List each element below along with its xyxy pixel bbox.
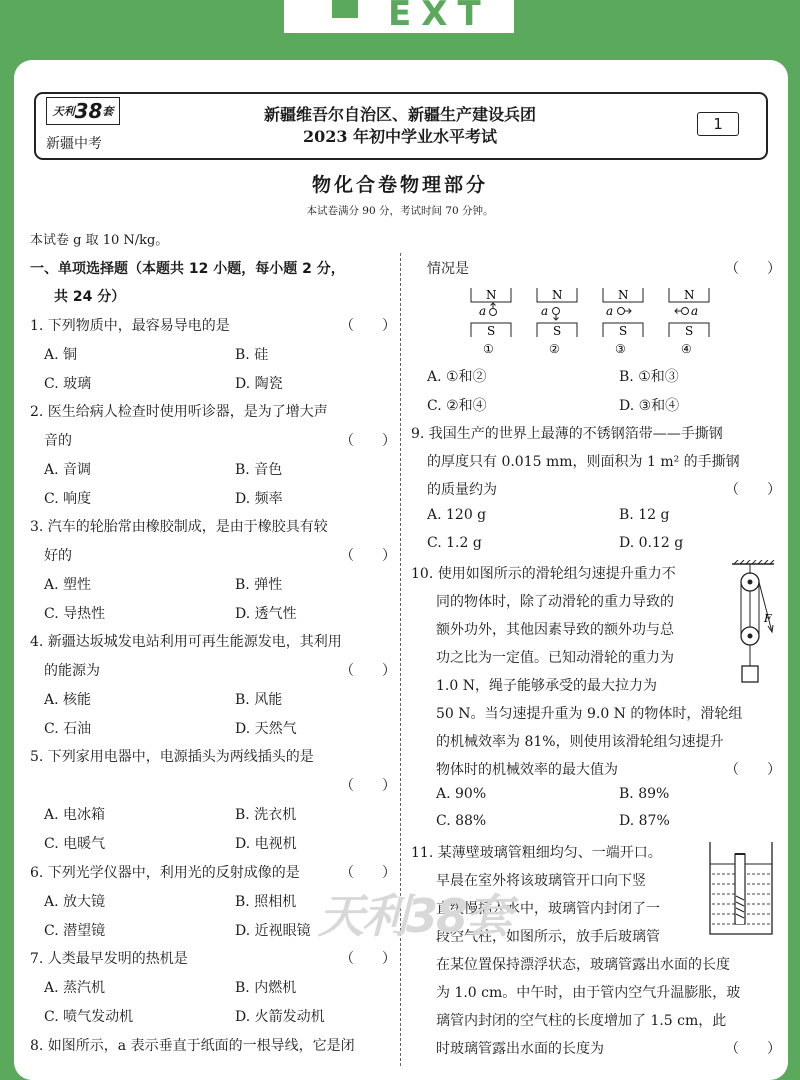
q10-line-2: 同的物体时，除了动滑轮的重力导致的	[436, 594, 674, 610]
q7-stem: 7. 人类最早发明的热机是	[30, 951, 188, 967]
q10-option-a: A. 90%	[436, 786, 487, 802]
q11-line-1: 11. 某薄壁玻璃管粗细均匀、一端开口。	[411, 845, 662, 861]
svg-text:S: S	[619, 324, 628, 338]
q4-stem-cont: 的能源为	[44, 663, 100, 679]
q11-line-2: 早晨在室外将该玻璃管开口向下竖	[436, 873, 646, 889]
q11-line-8: 时玻璃管露出水面的长度为	[436, 1041, 604, 1057]
q10-option-c: C. 88%	[436, 813, 487, 829]
q7-option-c: C. 喷气发动机	[44, 1009, 134, 1025]
banner-block	[332, 0, 358, 18]
q10-line-6: 50 N。当匀速提升重为 9.0 N 的物体时，滑轮组	[436, 706, 743, 722]
q9-option-d: D. 0.12 g	[619, 535, 684, 551]
magnet-pair-3	[603, 288, 643, 356]
q2-stem-cont: 音的	[44, 433, 72, 449]
answer-bracket: （ ）	[340, 865, 396, 881]
svg-text:S: S	[487, 324, 496, 338]
q6-option-a: A. 放大镜	[44, 894, 106, 910]
q5-option-a: A. 电冰箱	[44, 807, 106, 823]
answer-bracket: （ ）	[725, 762, 781, 778]
q11-line-5: 在某位置保持漂浮状态，玻璃管露出水面的长度	[436, 957, 730, 973]
q11-line-6: 为 1.0 cm。中午时，由于管内空气升温膨胀，玻	[436, 985, 741, 1001]
q11-line-3: 直缓慢插入水中，玻璃管内封闭了一	[436, 901, 660, 917]
q10-line-7: 的机械效率为 81%，则使用该滑轮组匀速提升	[436, 734, 724, 750]
answer-bracket: （ ）	[340, 951, 396, 967]
q5-option-d: D. 电视机	[235, 836, 297, 852]
q10-option-b: B. 89%	[619, 786, 670, 802]
svg-text:S: S	[553, 324, 562, 338]
q4-stem: 4. 新疆达坂城发电站利用可再生能源发电，其利用	[30, 634, 342, 650]
q7-option-a: A. 蒸汽机	[44, 980, 106, 996]
magnet-pair-1	[471, 288, 511, 356]
q10-line-3: 额外功外，其他因素导致的额外功与总	[436, 622, 674, 638]
q9-stem-cont2: 的质量约为	[427, 482, 497, 498]
answer-bracket: （ ）	[340, 663, 396, 679]
q6-stem: 6. 下列光学仪器中，利用光的反射成像的是	[30, 865, 300, 881]
svg-text:①: ①	[483, 342, 494, 356]
svg-text:a: a	[606, 304, 614, 318]
q8-stem-cont: 情况是	[427, 261, 469, 277]
svg-text:a: a	[541, 304, 549, 318]
q10-line-4: 功之比为一定值。已知动滑轮的重力为	[436, 650, 674, 666]
q1-stem: 1. 下列物质中，最容易导电的是	[30, 318, 230, 334]
q4-option-c: C. 石油	[44, 721, 92, 737]
q2-option-b: B. 音色	[235, 462, 283, 478]
q8-option-a: A. ①和②	[427, 369, 487, 385]
q5-stem: 5. 下列家用电器中，电源插头为两线插头的是	[30, 749, 314, 765]
q5-option-c: C. 电暖气	[44, 836, 106, 852]
q8-option-b: B. ①和③	[619, 369, 679, 385]
q2-option-c: C. 响度	[44, 491, 92, 507]
paper-number: 1	[697, 112, 739, 136]
g-note: 本试卷 g 取 10 N/kg。	[30, 233, 169, 248]
exam-title-line1: 新疆维吾尔自治区、新疆生产建设兵团	[263, 105, 536, 124]
svg-text:a: a	[691, 304, 699, 318]
q6-option-d: D. 近视眼镜	[235, 923, 311, 939]
q8-option-c: C. ②和④	[427, 398, 487, 414]
svg-text:③: ③	[615, 342, 626, 356]
q3-option-c: C. 导热性	[44, 606, 106, 622]
svg-text:a: a	[479, 304, 487, 318]
exam-title-line2: 2023 年初中学业水平考试	[302, 127, 498, 146]
q3-option-a: A. 塑性	[44, 577, 92, 593]
q3-stem: 3. 汽车的轮胎常由橡胶制成，是由于橡胶具有较	[30, 519, 328, 535]
q9-stem: 9. 我国生产的世界上最薄的不锈钢箔带——手撕钢	[411, 426, 723, 442]
q2-option-a: A. 音调	[44, 462, 92, 478]
q1-option-d: D. 陶瓷	[235, 376, 283, 392]
svg-text:②: ②	[549, 342, 560, 356]
magnet-figure	[465, 284, 725, 360]
section-heading-cont: 共 24 分）	[54, 289, 126, 305]
q6-option-c: C. 潜望镜	[44, 923, 106, 939]
q4-option-d: D. 天然气	[235, 721, 297, 737]
top-banner-tab	[284, 0, 514, 33]
q9-option-c: C. 1.2 g	[427, 535, 482, 551]
pulley-figure	[730, 560, 780, 688]
svg-text:N: N	[684, 288, 695, 302]
paper-subtitle: 物化合卷物理部分	[311, 174, 488, 196]
answer-bracket: （ ）	[340, 778, 396, 794]
answer-bracket: （ ）	[725, 482, 781, 498]
q11-line-4: 段空气柱，如图所示，放手后玻璃管	[436, 929, 660, 945]
answer-bracket: （ ）	[340, 548, 396, 564]
q5-option-b: B. 洗衣机	[235, 807, 297, 823]
q1-option-a: A. 铜	[44, 347, 78, 363]
q3-stem-cont: 好的	[44, 548, 72, 564]
q7-option-d: D. 火箭发动机	[235, 1009, 325, 1025]
answer-bracket: （ ）	[340, 318, 396, 334]
magnet-pair-2	[537, 288, 577, 356]
q4-option-b: B. 风能	[235, 692, 283, 708]
q2-stem: 2. 医生给病人检查时使用听诊器，是为了增大声	[30, 404, 328, 420]
exam-note: 本试卷满分 90 分，考试时间 70 分钟。	[306, 205, 494, 217]
q9-option-a: A. 120 g	[427, 507, 487, 523]
q6-option-b: B. 照相机	[235, 894, 297, 910]
answer-bracket: （ ）	[340, 433, 396, 449]
q10-line-8: 物体时的机械效率的最大值为	[436, 762, 618, 778]
q1-option-b: B. 硅	[235, 347, 269, 363]
q9-stem-cont: 的厚度只有 0.015 mm，则面积为 1 m² 的手撕钢	[427, 454, 740, 470]
q9-option-b: B. 12 g	[619, 507, 670, 523]
region-label: 新疆中考	[46, 136, 102, 152]
svg-text:N: N	[618, 288, 629, 302]
q10-option-d: D. 87%	[619, 813, 670, 829]
answer-bracket: （ ）	[725, 261, 781, 277]
q11-line-7: 璃管内封闭的空气柱的长度增加了 1.5 cm，此	[436, 1013, 727, 1029]
brand-logo: 天利 38 套	[46, 97, 120, 125]
q3-option-d: D. 透气性	[235, 606, 297, 622]
q1-option-c: C. 玻璃	[44, 376, 92, 392]
watermark-logo: 天利38套	[318, 889, 511, 943]
svg-text:N: N	[552, 288, 563, 302]
q8-option-d: D. ③和④	[619, 398, 680, 414]
column-divider	[400, 253, 401, 1066]
q8-stem: 8. 如图所示，a 表示垂直于纸面的一根导线，它是闭	[30, 1038, 355, 1054]
svg-text:F: F	[764, 612, 772, 625]
q4-option-a: A. 核能	[44, 692, 92, 708]
q3-option-b: B. 弹性	[235, 577, 283, 593]
q10-line-5: 1.0 N，绳子能够承受的最大拉力为	[436, 678, 657, 694]
q2-option-d: D. 频率	[235, 491, 283, 507]
answer-bracket: （ ）	[725, 1041, 781, 1057]
svg-text:S: S	[685, 324, 694, 338]
q7-option-b: B. 内燃机	[235, 980, 297, 996]
banner-text: EXT	[388, 0, 491, 34]
glass-tube-figure	[706, 840, 778, 938]
svg-text:④: ④	[681, 342, 692, 356]
q10-line-1: 10. 使用如图所示的滑轮组匀速提升重力不	[411, 566, 676, 582]
magnet-pair-4	[669, 288, 709, 356]
section-heading: 一、单项选择题（本题共 12 小题，每小题 2 分，	[30, 261, 345, 277]
svg-text:N: N	[486, 288, 497, 302]
